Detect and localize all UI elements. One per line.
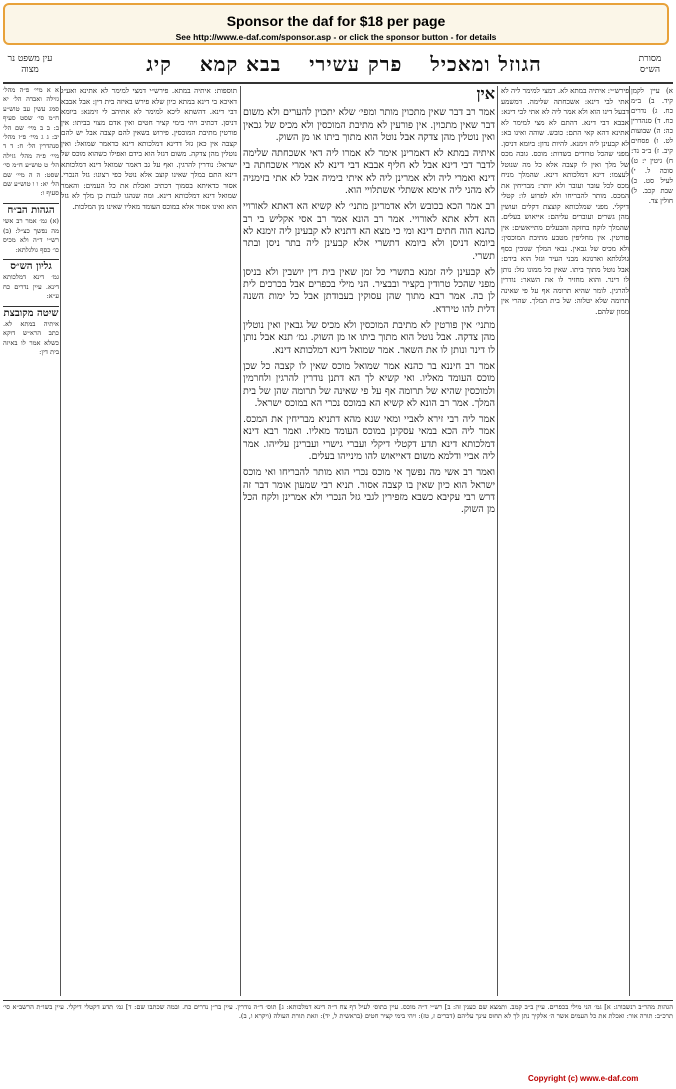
masoret-hashas-column: א) עיין לקמן קיד. ב) ב״מ כח. ג) נדרים כח. ד) סנהדרין כה: ה) שבועות לט. ו) פסחים קיב. ז) ב״ב נד: ח) גיטין י: ט) סוכה ל. י) לעיל סט. כ) שבת קכב. ל) חולין צד. xyxy=(631,87,673,205)
page-header xyxy=(3,52,673,82)
section-lead-word: אין xyxy=(476,88,495,103)
shita-mekubetzet-title: שיטה מקובצת xyxy=(3,307,59,319)
talmud-page xyxy=(3,52,673,1068)
masoret-hashas-label: מסורת הש״ס xyxy=(638,54,662,75)
page-footer-notes: הגהות מהר״ב רנשבורג: א] גמ׳ הני מילי בכפרים. עיין ב״ב קמב. ותמצא שם כענין זה: ב] רש״י ד״ה מוכס. עיין בתוס׳ לעיל דף צח ד״ה דינא דמלכותא: ג] תוס׳ ד״ה נודרין. עיין בר״ן נדרים כח. ובמה שכתבו שם: ד] גמ׳ תדע דקטלי דיקלי. עיין בשו״ת הרשב״א סי׳ תרכ״ב: תורה אור: ואכלת את כל העמים אשר ה׳ אלקיך נתן לך לא תחוס עינך עליהם (דברים ז, טז): ויהי בימי קציר חטים (בראשית ל, יד): וזאת תורת העולה (ויקרא ו, ב). xyxy=(3,1000,673,1067)
rashi-commentary: פירש״י: איתיה במתא לא. דמצי למימר ליה לא אתי לבי דינא: אשכחתה שלימה. דמשמע דבעל דינו הוא ולא אמר ליה לא אתי לבי דינא: אבבא דבי דינא. דהתם לא מצי למימר לא אתינא דהא קאי התם: כובש. שוהה ואינו בא: לא קבעינן ליה זימנא. להיות נדון: ביומא דניסן. מפני שהכל טרודים בשדות: מוכס. גובה מכס של מלך ואין לו קצבה אלא כל מה שנוטל לעצמו: דינא דמלכותא דינא. שהמלך מניח מכס לכל עובר ועובר ולא יותר: מבריחין את המכס. מותר להבריחו ולא לפרוע לו: קטלי דיקלי. מפני שמלכותא קוצצת דקלים ועושין מהן גשרים ועוברים עליהם: אייאוש בעלים. שהמלך לוקח בחזקה והבעלים מתייאשים: אין פורטין. אין מחליפין מטבע מתיבת המוכסין: ולא מכיס של גבאין. גבאי המלך שגובין כסף גולגלתא וארנונא מבני העיר וגזל הוא בידם: אבל נוטל מתוך ביתו. שאין כל ממונו גזל: נותן לו דינר. והוא מחזיר לו את השאר: נודרין להרגין. לומר שהיא תרומה אף על פי שאינה תרומה שלא יטלוה: של בית המלך. שהרי אין ממון שלהם. xyxy=(501,86,629,316)
gemara-paragraph: לא קבעינן ליה זמנא בתשרי כל זמן שאין בית דין יושבין ולא בניסן מפני שהכל טרודין בקציר ובבציר. הני מילי בכפרים אבל בכרכים לית לן בה. אמר רבא מתוך שהן עסוקין בעבודתן אבל כל ימות השנה דלית להו טירדא. xyxy=(243,266,495,315)
gemara-text xyxy=(243,88,495,998)
gemara-paragraph: מתני׳ אין פורטין לא מתיבת המוכסין ולא מכיס של גבאין ואין נוטלין מהן צדקה. אבל נוטל הוא מתוך ביתו או מן השוק. גמ׳ תנא אבל נותן לו דינר ונותן לו את השאר. אמר שמואל דינא דמלכותא דינא. xyxy=(243,320,495,356)
gemara-paragraph: רב אמר הכא בכובש ולא אדמרינן מתני׳ לא קשיא הא דאתא לאורויי הא דלא אתא לאורויי. אמר רב הונא אמר רב אסי אקליש בי רב כהנא הוה חתים דינא ומי כי מצא הא דתניא לא קבעינן ליה זימנא לא ביומא דניסן ולא ביומא דתשרי אלא קבעינן ליה בתר ניסן ובתר תשרי. xyxy=(243,201,495,262)
copyright-link[interactable]: Copyright (c) www.e-daf.com xyxy=(528,1074,639,1083)
sponsor-banner[interactable] xyxy=(3,3,669,45)
column-divider xyxy=(240,86,241,996)
tosafot-commentary: תוספות: איתיה במתא. פירש״י דמצי למימר לא אתינא ואע״ג דאיכא בי דינא במתא כיון שלא פירש באיזה בית דין: אבל אבבא דבי דינא. דהשתא ליכא למימר לא אתיהב לי זימנא: ביומא דניסן. דכתיב ויהי בימי קציר חטים ואין אדם מצוי בביתו: אין פורטין מתיבת המוכסין. פירוש בשאין להם קצבה אבל יש להם קצבה אין כאן גזל דדינא דמלכותא דינא כדאמר שמואל: ואין נוטלין מהן צדקה. משום דגזל הוא בידם ואפילו כשהוא מוכס של ישראל: נודרין להרגין. ואף על גב דאמר שמואל דינא דמלכותא דינא התם במלך שאינו קוצב אלא נוטל כפי רצונו: גזל הנכרי. אסור כדאיתא בסמוך דכתיב ואכלת את כל העמים: והאמר שמואל דינא דמלכותא דינא. ומה שנהגו לגבות כן מלך לא גזל הוא ואינו אסור אלא במוכס העומד מאליו שאינו מן המלכות. xyxy=(61,86,237,211)
chapter-name: הגוזל ומאכיל xyxy=(430,52,542,76)
gemara-paragraph: איתיה במתא לא דאמרינן אימר לא אמרו ליה דאי אשכחתה שלימה לדבר דבי דינא אבל לא חליף אבבא דבי דינא לא אמרי אשכחתה בי דינא ואמרי ליה ולא אמרינן ליה לא איתי בימיה אבל לא אתי בזימניה לא מהני ליה אימא אשתלי אשתלויי הוא. xyxy=(243,148,495,197)
ein-mishpat-text: א א מיי׳ פ״ה מהל׳ גזילה ואבדה הל׳ יא סמג עשין עב טוש״ע ח״מ סי׳ שסט סעיף ב: ב ב מיי׳ שם הל׳ יב: ג ג מיי׳ פ״ז מהל׳ סנהדרין הל׳ ח: ד ד מיי׳ פ״ה מהל׳ גזילה הל׳ ט טוש״ע ח״מ סי׳ שסט: ה ה מיי׳ שם הל׳ יא: ו ו טוש״ע שם סעיף ו: xyxy=(3,86,59,198)
daf-number: קיג xyxy=(146,52,172,76)
sponsor-subtitle[interactable]: See http://www.e-daf.com/sponsor.asp - or click the sponsor button - for details xyxy=(175,32,497,42)
header-divider xyxy=(3,82,673,84)
tractate-name: בבא קמא xyxy=(199,52,282,76)
perek-number: פרק עשירי xyxy=(309,52,403,76)
ein-mishpat-label: עין משפט נר מצוה xyxy=(7,54,53,75)
hagahot-habach-title: הגהות הב״ח xyxy=(3,203,59,215)
gemara-paragraph: אמר רב דבר שאין מתכוין מותר ומפי׳ שלא יתכוין להערים ולא משום דבר שאין מתכוין. אין פורעין לא מתיבת המוכסין ולא מכיס של גבאין ואין נוטלין מהן צדקה אבל נוטל הוא מתוך ביתו או מן השוק. xyxy=(243,107,495,143)
gemara-paragraph: אמר ליה רבי זירא לאביי ומאי שנא מהא דתניא מבריחין את המכס. אמר ליה הכא במאי עסקינן במוכס העומד מאליו. ואמר רבא דינא דמלכותא דינא תדע דקטלי דיקלי ועברי גישרי ועברינן עלייהו. אמר ליה אביי ודלמא משום דאייאוש להו מינייהו בעלים. xyxy=(243,414,495,463)
sponsor-title[interactable]: Sponsor the daf for $18 per page xyxy=(226,13,446,29)
ein-mishpat-column xyxy=(3,86,59,996)
page-title xyxy=(63,52,625,77)
gemara-paragraph: ואמר רב אשי מה נפשך אי מוכס נכרי הוא מותר להבריחו ואי מוכס ישראל הוא כיון שאין בו קצבה אסור. תניא רבי שמעון אומר דבר זה דרש רבי עקיבא כשבא מזפירין לגבי גזל הנכרי ולא אמרינן ולקח הכל מן השוק. xyxy=(243,467,495,516)
gemara-paragraph: אמר רב חיננא בר כהנא אמר שמואל מוכס שאין לו קצבה כל שכן מוכס העומד מאליו. ואי קשיא לך הא דתנן נודרין להרגין ולחרמין ולמוכסין שהיא של תרומה אף על פי שאינה של תרומה שהן של בית המלך. אמר רב הונא לא קשיא הא במוכס נכרי הא במוכס ישראל. xyxy=(243,360,495,409)
column-divider xyxy=(629,86,630,996)
gilyon-hashas-text: גמ׳ דינא דמלכותא דינא. עיין נדרים כח ע״א: xyxy=(3,273,59,301)
hagahot-habach-text: (א) גמ׳ אמר רב אשי מה נפשך כצ״ל: (ב) רש״י ד״ה ולא מכיס כו׳ כסף גולגלתא: xyxy=(3,217,59,254)
gilyon-hashas-title: גליון הש״ס xyxy=(3,259,59,271)
shita-mekubetzet-text: איתיה במתא לא. כתב הרא״ש דוקא כשלא אמר לו באיזה בית דין: xyxy=(3,319,59,357)
column-divider xyxy=(497,86,498,996)
column-divider xyxy=(60,86,61,996)
